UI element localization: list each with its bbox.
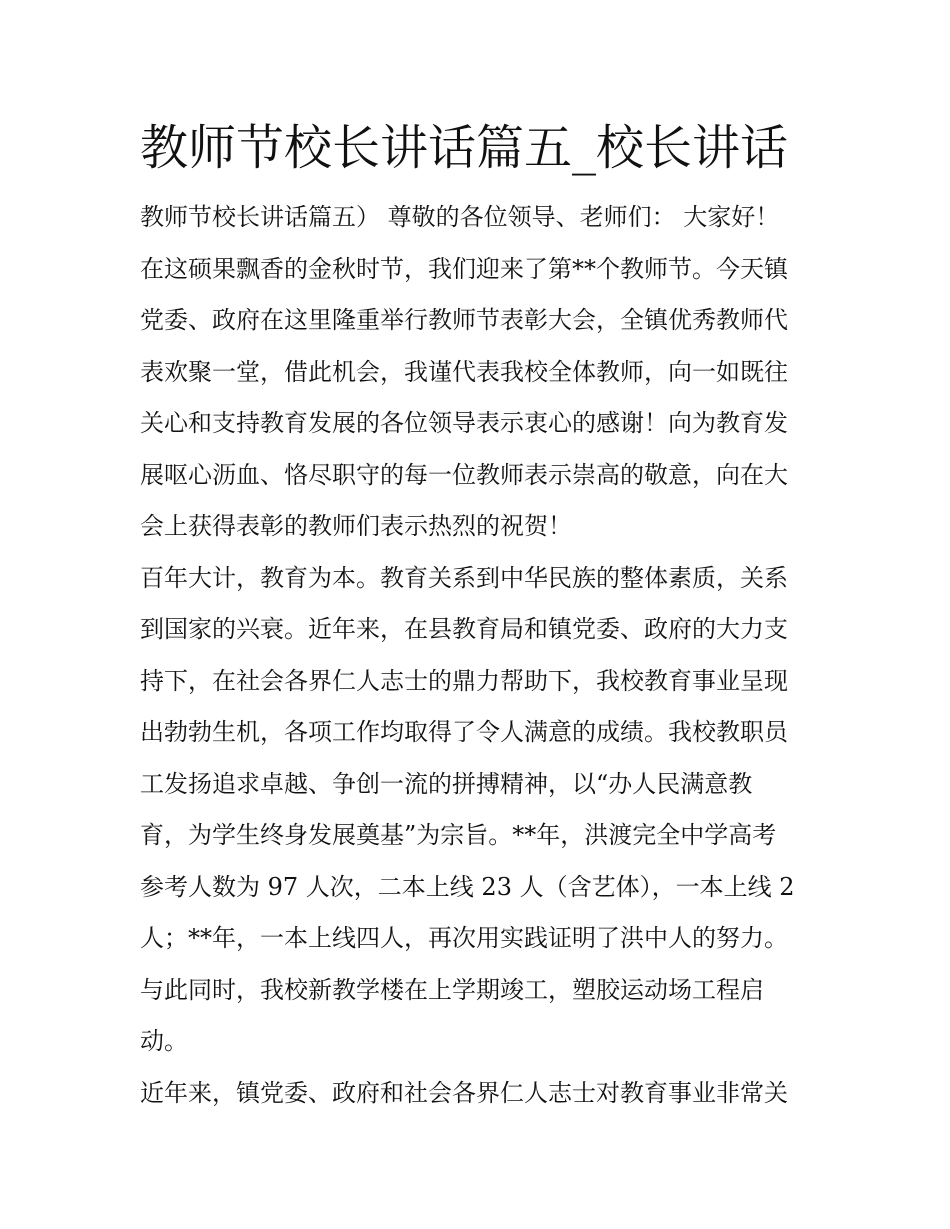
body-line: 参考人数为 97 人次，二本上线 23 人（含艺体），一本上线 2 (140, 872, 795, 901)
body-line: 党委、政府在这里隆重举行教师节表彰大会，全镇优秀教师代 (140, 306, 788, 334)
body-line: 近年来，镇党委、政府和社会各界仁人志士对教育事业非常关 (140, 1078, 788, 1107)
document-page (140, 112, 812, 1119)
document-body (140, 192, 812, 1119)
body-line: 工发扬追求卓越、争创一流的拼搏精神，以“办人民满意教 (140, 769, 753, 798)
body-line: 育，为学生终身发展奠基”为宗旨。**年，洪渡完全中学高考 (140, 821, 777, 849)
document-title: 教师节校长讲话篇五_校长讲话 (140, 120, 789, 176)
body-line: 教师节校长讲话篇五） 尊敬的各位领导、老师们： 大家好！ (140, 203, 780, 231)
body-line: 百年大计，教育为本。教育关系到中华民族的整体素质，关系 (140, 563, 788, 592)
body-line: 出勃勃生机，各项工作均取得了令人满意的成绩。我校教职员 (140, 718, 788, 746)
body-line: 与此同时，我校新教学楼在上学期竣工，塑胶运动场工程启 (140, 975, 764, 1004)
body-line: 持下，在社会各界仁人志士的鼎力帮助下，我校教育事业呈现 (140, 666, 788, 695)
body-line: 人；**年，一本上线四人，再次用实践证明了洪中人的努力。 (140, 924, 788, 952)
body-line: 展呕心沥血、恪尽职守的每一位教师表示崇高的敬意，向在大 (140, 460, 788, 489)
body-line: 在这硕果飘香的金秋时节，我们迎来了第**个教师节。今天镇 (140, 254, 788, 283)
body-line: 关心和支持教育发展的各位领导表示衷心的感谢！向为教育发 (140, 409, 788, 437)
body-line: 会上获得表彰的教师们表示热烈的祝贺！ (140, 512, 572, 540)
body-line: 动。 (140, 1027, 188, 1055)
body-line: 表欢聚一堂，借此机会，我谨代表我校全体教师，向一如既往 (140, 357, 788, 386)
body-line: 到国家的兴衰。近年来，在县教育局和镇党委、政府的大力支 (140, 615, 788, 643)
